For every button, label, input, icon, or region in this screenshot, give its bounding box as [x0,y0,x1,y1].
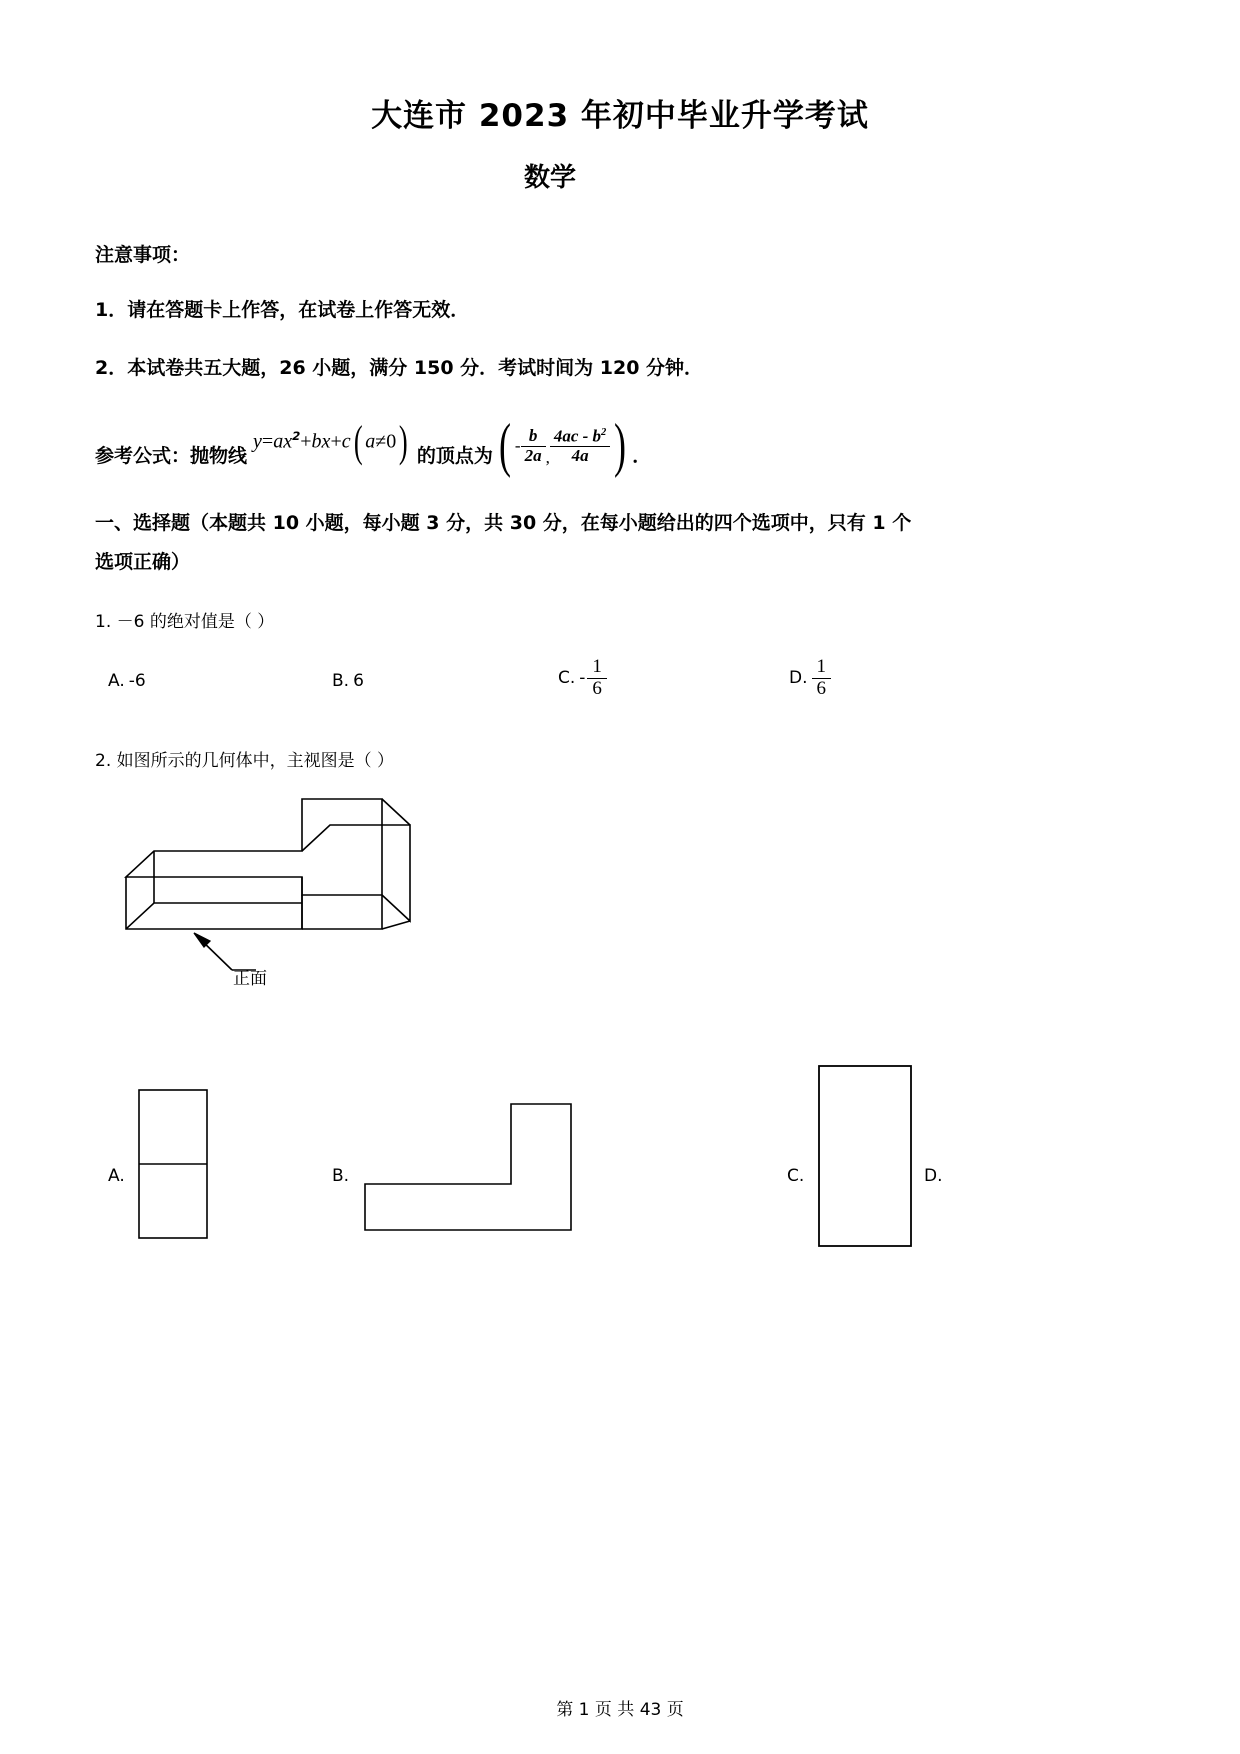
vertex-x-denominator: 2a [521,446,546,465]
question-1-option-c-denominator: 6 [587,678,607,700]
eq-equals: = [261,430,274,453]
question-1-option-b[interactable] [332,671,364,691]
question-2-option-a-label[interactable]: A. [108,1165,125,1186]
question-1-options [95,635,1145,721]
question-2-figure [95,789,1145,1014]
vertex-x-fraction [521,427,546,465]
eq-b: b [311,430,322,453]
eq-neq: ≠ [375,430,387,453]
eq-x: x [283,430,293,453]
page-footer: 第 1 页 共 43 页 [556,1700,684,1720]
l-shaped-solid-icon [110,795,450,1005]
page-subtitle: 数学 [523,163,576,194]
vertex-x-numerator: b [528,426,538,446]
vertex-close-paren: ) [614,412,627,479]
reference-formula-row [95,382,1145,479]
reference-formula-suffix: ． [632,444,652,467]
reference-formula-prefix: 参考公式：抛物线 [95,444,248,467]
option-c-shape-icon[interactable] [817,1064,927,1254]
front-arrow-head-icon [194,933,210,947]
page-title: 大连市 2023 年初中毕业升学考试 [371,98,869,134]
section-heading-line-2: 选项正确） [95,550,191,573]
vertex-comma: , [545,447,550,467]
question-2 [95,721,1145,775]
eq-x-2: x [321,430,331,453]
eq-exponent: 2 [292,429,301,443]
question-1-option-b-label: B. [332,671,350,692]
vertex-open-paren: ( [498,412,511,479]
section-heading [95,468,1145,582]
option-a-shape-icon[interactable] [137,1088,227,1248]
question-1-number: 1. [95,611,112,632]
question-1-option-c-sign: - [579,668,586,689]
question-1-option-d-label: D. [789,668,808,689]
question-1-option-a[interactable] [108,671,146,691]
question-2-number: 2. [95,751,112,772]
question-1-option-c-numerator: 1 [592,656,602,678]
question-1-option-a-value: -6 [128,671,146,692]
parabola-equation [253,416,411,466]
vertex-y-denominator: 4a [550,446,610,465]
vertex-minus: - [514,436,521,456]
question-1-option-d-fraction [812,657,832,700]
eq-c: c [341,430,351,453]
question-2-option-d-label[interactable]: D. [924,1165,943,1186]
reference-formula-middle: 的顶点为 [416,444,493,467]
eq-a: a [273,430,284,453]
question-2-text: 如图所示的几何体中，主视图是（ ） [116,751,395,772]
front-face-label: 正面 [233,968,267,989]
notice-item-1: 1．请在答题卡上作答，在试卷上作答无效． [95,299,470,322]
eq-close-paren: ) [399,416,408,466]
eq-plus-1: + [300,430,312,453]
question-1-option-d-numerator: 1 [816,656,826,678]
question-1-option-c[interactable] [558,657,607,700]
question-1-text: －6 的绝对值是（ ） [116,611,275,632]
question-2-option-c-label[interactable]: C. [787,1165,805,1186]
eq-zero: 0 [386,430,397,453]
question-1-option-c-label: C. [558,668,576,689]
question-1 [95,582,1145,636]
vertex-y-numerator-exponent: 2 [601,426,607,438]
eq-y: y [253,430,262,453]
question-1-option-d-denominator: 6 [812,678,832,700]
eq-a-2: a [365,430,376,453]
vertex-y-fraction [550,427,610,465]
question-1-option-a-label: A. [108,671,125,692]
notice-item-2: 2．本试卷共五大题，26 小题，满分 150 分．考试时间为 120 分钟． [95,356,704,379]
eq-open-paren: ( [353,416,363,466]
question-1-option-d[interactable] [789,657,831,700]
question-1-option-c-fraction [587,657,607,700]
vertex-y-numerator-text: 4ac - b [553,426,602,446]
vertex-formula [495,412,630,479]
eq-plus-2: + [330,430,342,453]
question-1-option-b-value: 6 [353,671,364,692]
question-2-options [95,1044,1145,1264]
section-heading-line-1: 一、选择题（本题共 10 小题，每小题 3 分，共 30 分，在每小题给出的四个选项中，只有 1 个 [95,511,912,534]
vertex-y-numerator [550,427,610,446]
notice-heading: 注意事项： [95,244,191,267]
option-b-shape-icon[interactable] [363,1102,593,1252]
question-2-option-b-label[interactable]: B. [332,1165,350,1186]
